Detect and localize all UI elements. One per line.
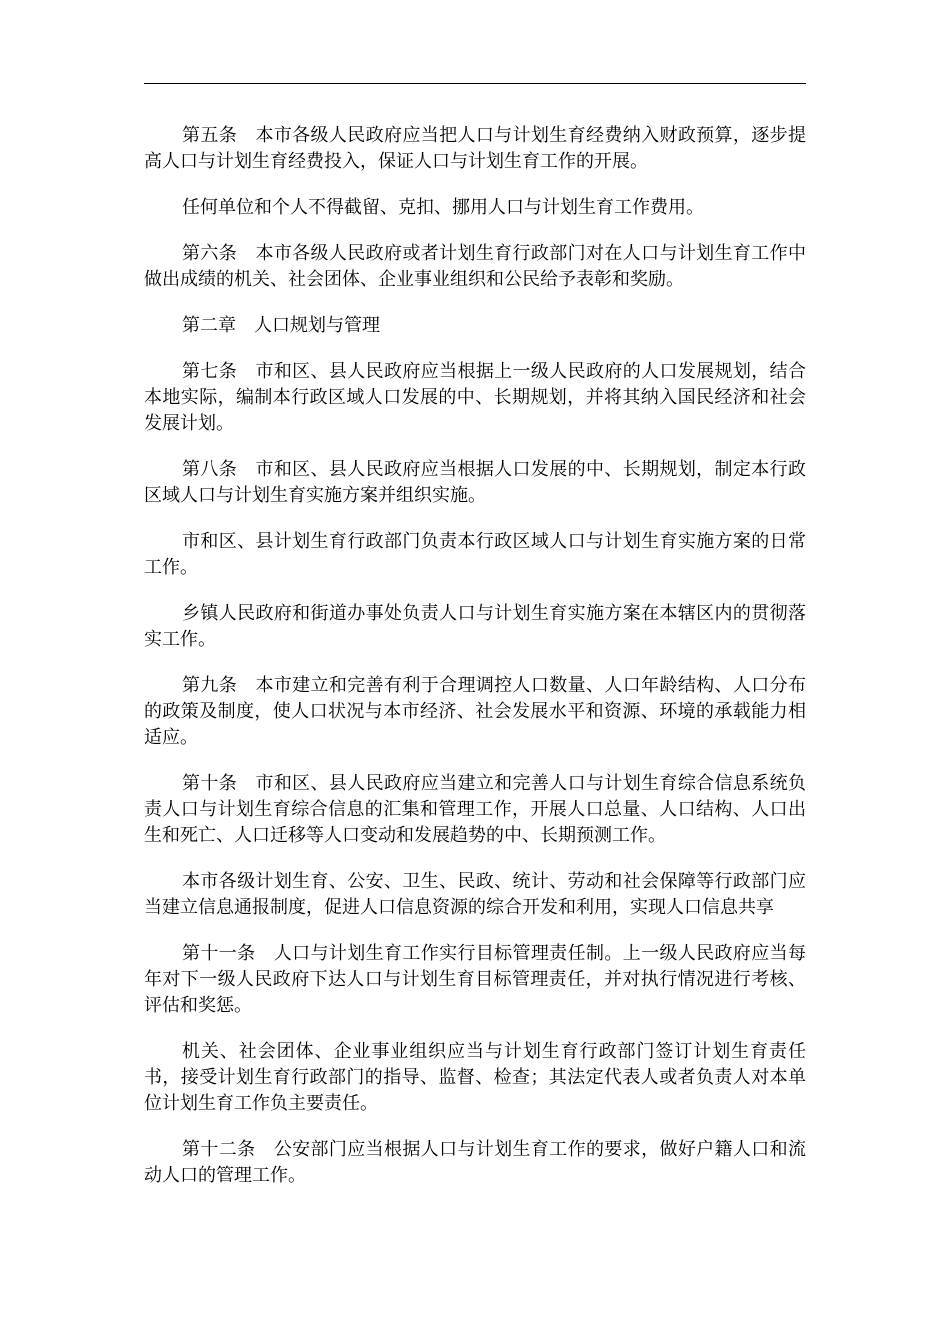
- document-body: [144, 123, 806, 1209]
- paragraph-article-11-clause-2: 机关、社会团体、企业事业组织应当与计划生育行政部门签订计划生育责任书，接受计划生育行政部门的指导、监督、检查；其法定代表人或者负责人对本单位计划生育工作负主要责任。: [144, 1041, 806, 1114]
- paragraph-article-8: 第八条 市和区、县人民政府应当根据人口发展的中、长期规划，制定本行政区域人口与计划生育实施方案并组织实施。: [144, 459, 806, 506]
- paragraph-article-10: 第十条 市和区、县人民政府应当建立和完善人口与计划生育综合信息系统负责人口与计划生育综合信息的汇集和管理工作，开展人口总量、人口结构、人口出生和死亡、人口迁移等人口变动和发展趋势的中、长期预测工作。: [144, 773, 806, 846]
- paragraph-article-8-clause-2: 市和区、县计划生育行政部门负责本行政区域人口与计划生育实施方案的日常工作。: [144, 531, 806, 578]
- paragraph-article-5-clause-2: 任何单位和个人不得截留、克扣、挪用人口与计划生育工作费用。: [182, 197, 704, 218]
- paragraph-article-5: 第五条 本市各级人民政府应当把人口与计划生育经费纳入财政预算，逐步提高人口与计划生育经费投入，保证人口与计划生育工作的开展。: [144, 125, 806, 172]
- paragraph-article-6: 第六条 本市各级人民政府或者计划生育行政部门对在人口与计划生育工作中做出成绩的机关、社会团体、企业事业组织和公民给予表彰和奖励。: [144, 243, 806, 290]
- paragraph-article-12: 第十二条 公安部门应当根据人口与计划生育工作的要求，做好户籍人口和流动人口的管理工作。: [144, 1139, 806, 1186]
- paragraph-article-7: 第七条 市和区、县人民政府应当根据上一级人民政府的人口发展规划，结合本地实际，编制本行政区域人口发展的中、长期规划，并将其纳入国民经济和社会发展计划。: [144, 361, 806, 434]
- paragraph-article-11: 第十一条 人口与计划生育工作实行目标管理责任制。上一级人民政府应当每年对下一级人民政府下达人口与计划生育目标管理责任，并对执行情况进行考核、评估和奖惩。: [144, 943, 806, 1016]
- paragraph-article-8-clause-3: 乡镇人民政府和街道办事处负责人口与计划生育实施方案在本辖区内的贯彻落实工作。: [144, 603, 806, 650]
- paragraph-article-9: 第九条 本市建立和完善有利于合理调控人口数量、人口年龄结构、人口分布的政策及制度，使人口状况与本市经济、社会发展水平和资源、环境的承载能力相适应。: [144, 675, 806, 748]
- chapter-2-heading: 第二章 人口规划与管理: [182, 315, 380, 336]
- header-rule: [144, 83, 806, 84]
- paragraph-article-10-clause-2: 本市各级计划生育、公安、卫生、民政、统计、劳动和社会保障等行政部门应当建立信息通报制度，促进人口信息资源的综合开发和利用，实现人口信息共享: [144, 871, 806, 918]
